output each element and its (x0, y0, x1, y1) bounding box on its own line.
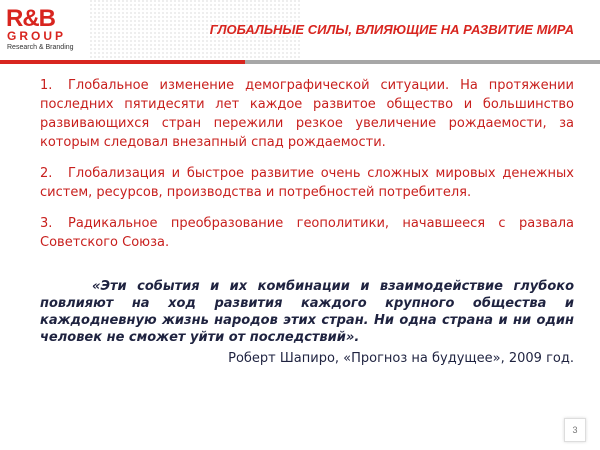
quote-author: Роберт Шапиро, «Прогноз на будущее», 2009 год. (228, 351, 574, 366)
item-number: 2. (40, 166, 53, 181)
item-number: 3. (40, 216, 53, 231)
logo-group-text: GROUP (7, 29, 67, 43)
quote-text: «Эти события и их комбинации и взаимодействие глубоко повлияют на ход развития каждого крупного общества и каждодневную жизнь народов этих стран. Ни одна страна и ни один человек не сможет уйти от последствий». (40, 279, 574, 345)
list-item (40, 214, 574, 252)
list-item (40, 164, 574, 202)
page-title: ГЛОБАЛЬНЫЕ СИЛЫ, ВЛИЯЮЩИЕ НА РАЗВИТИЕ МИРА (209, 22, 574, 37)
list-item (40, 76, 574, 152)
item-text: Радикальное преобразование геополитики, начавшееся с развала Советского Союза. (40, 216, 574, 250)
numbered-list (40, 76, 574, 264)
item-number: 1. (40, 78, 53, 93)
item-text: Глобальное изменение демографической ситуации. На протяжении последних пятидесяти лет каждое развитое общество и большинство развивающихся стран пережили резкое увеличение рождаемости, за которым следовал внезапный спад рождаемости. (40, 78, 574, 150)
page-number: 3 (564, 418, 586, 442)
header-divider (0, 60, 600, 64)
item-text: Глобализация и быстрое развитие очень сложных мировых денежных систем, ресурсов, производства и потребностей потребителя. (40, 166, 574, 200)
logo-tagline: Research & Branding (7, 44, 74, 51)
company-logo (6, 5, 96, 58)
logo-mark: R&B (6, 5, 55, 32)
